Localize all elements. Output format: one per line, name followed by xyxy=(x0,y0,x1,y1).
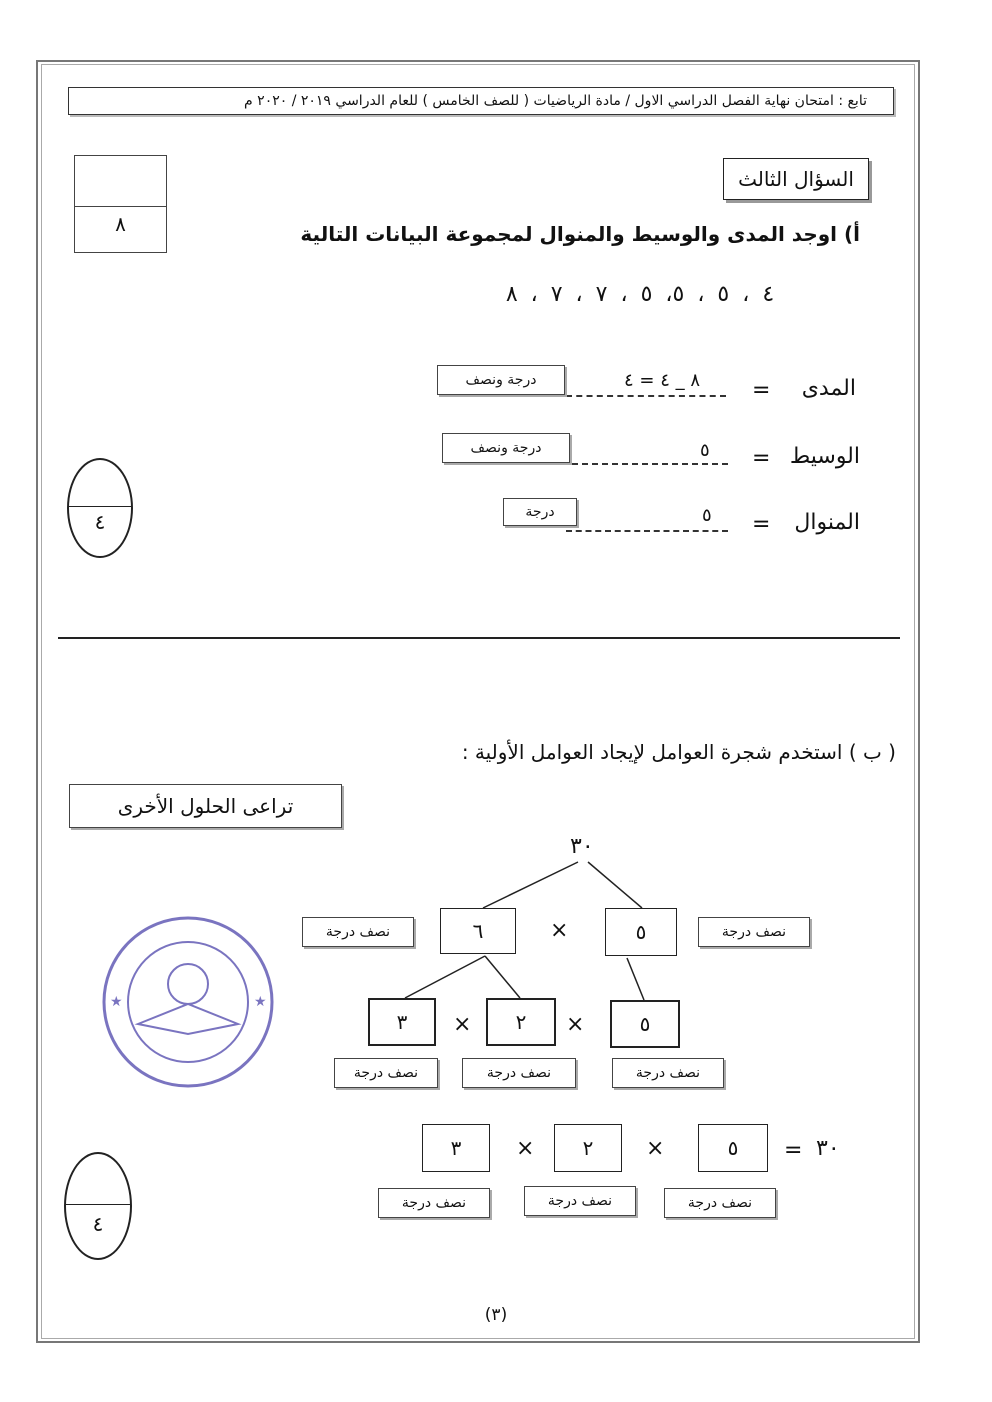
tree-times-l2-b: × xyxy=(566,1012,585,1037)
tree-times-l1: × xyxy=(550,918,569,943)
final-factor-2: ٢ xyxy=(554,1124,622,1172)
mode-answer-line xyxy=(566,530,728,532)
final-lhs: ٣٠ xyxy=(816,1136,840,1161)
mode-grade: درجة xyxy=(503,498,577,526)
range-equals: = xyxy=(752,378,771,403)
question-total-score: ٨ xyxy=(115,212,126,236)
tree-times-l2-a: × xyxy=(453,1012,472,1037)
final-grade-c: نصف درجة xyxy=(664,1188,776,1218)
tree-factor-6: ٦ xyxy=(440,908,516,954)
median-answer: ٥ xyxy=(700,440,710,461)
median-equals: = xyxy=(752,446,771,471)
range-label: المدى xyxy=(801,376,856,401)
tree-grade-l1-left: نصف درجة xyxy=(302,917,414,947)
svg-text:★: ★ xyxy=(254,994,267,1010)
range-answer-line xyxy=(566,395,726,397)
page-number: (٣) xyxy=(484,1305,508,1325)
mode-answer: ٥ xyxy=(702,505,712,526)
section-divider xyxy=(58,637,900,639)
exam-header: تابع : امتحان نهاية الفصل الدراسي الاول / مادة الرياضيات ( للصف الخامس ) للعام الدراسي ٢٠١٩ / ٢٠٢٠ م xyxy=(68,87,894,115)
tree-factor-2: ٢ xyxy=(486,998,556,1046)
range-answer: ٨ _ ٤ = ٤ xyxy=(624,370,700,391)
part-a-prompt: أ) اوجد المدى والوسيط والمنوال لمجموعة البيانات التالية xyxy=(300,222,860,246)
final-grade-b: نصف درجة xyxy=(524,1186,636,1216)
tree-grade-l1-right: نصف درجة xyxy=(698,917,810,947)
part-a-score-oval xyxy=(67,458,133,558)
median-grade: درجة ونصف xyxy=(442,433,570,463)
part-b-score: ٤ xyxy=(92,1212,104,1236)
final-factor-3: ٣ xyxy=(422,1124,490,1172)
svg-text:★: ★ xyxy=(110,994,123,1010)
other-solutions-note: تراعى الحلول الأخرى xyxy=(69,784,342,828)
question-score-box xyxy=(74,155,167,253)
tree-grade-l2-b: نصف درجة xyxy=(462,1058,576,1088)
final-times-b: × xyxy=(516,1136,535,1161)
range-grade: درجة ونصف xyxy=(437,365,565,395)
tree-factor-5: ٥ xyxy=(605,908,677,956)
tree-factor-3: ٣ xyxy=(368,998,436,1046)
school-seal-stamp xyxy=(98,912,278,1092)
median-answer-line xyxy=(572,463,728,465)
tree-grade-l2-c: نصف درجة xyxy=(612,1058,724,1088)
mode-label: المنوال xyxy=(794,510,860,535)
final-times-a: × xyxy=(646,1136,665,1161)
final-grade-a: نصف درجة xyxy=(378,1188,490,1218)
mode-equals: = xyxy=(752,512,771,537)
median-label: الوسيط xyxy=(789,444,860,469)
tree-factor-5-leaf: ٥ xyxy=(610,1000,680,1048)
tree-root: ٣٠ xyxy=(570,834,594,859)
final-factor-5: ٥ xyxy=(698,1124,768,1172)
question-title: السؤال الثالث xyxy=(723,158,869,200)
dataset: ٤ ، ٥ ، ٥، ٥ ، ٧ ، ٧ ، ٨ xyxy=(505,282,775,307)
part-a-score: ٤ xyxy=(94,510,106,534)
part-b-score-oval xyxy=(64,1152,132,1260)
part-b-prompt: ( ب ) استخدم شجرة العوامل لإيجاد العوامل الأولية : xyxy=(461,740,896,764)
tree-grade-l2-a: نصف درجة xyxy=(334,1058,438,1088)
final-equals: = xyxy=(784,1138,803,1163)
